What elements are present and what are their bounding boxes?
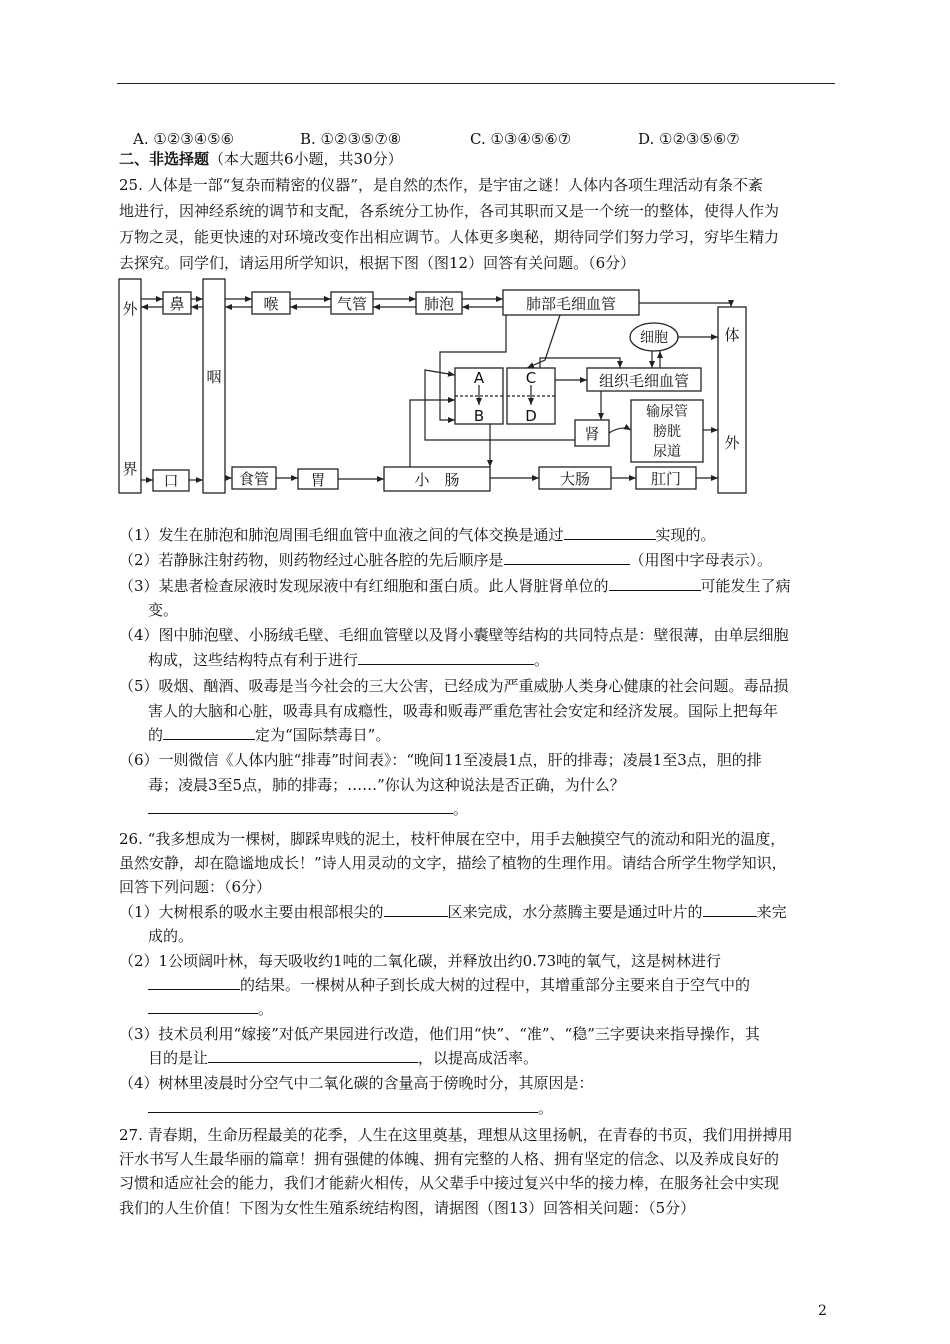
label-chamber-d: D xyxy=(525,407,537,425)
label-small-intestine: 小 肠 xyxy=(414,471,460,489)
option-c: C. ①③④⑤⑥⑦ xyxy=(470,130,572,148)
q25-s5-blank[interactable] xyxy=(163,724,255,740)
label-stomach: 胃 xyxy=(310,471,326,489)
q27-intro-line-3: 习惯和适应社会的能力，我们才能薪火相传，从父辈手中接过复兴中华的接力棒，在服务社会中实现 xyxy=(119,1174,780,1192)
q25-s5-text-end: 定为“国际禁毒日”。 xyxy=(255,726,391,744)
label-cells: 细胞 xyxy=(640,330,668,346)
q26-s3-line-2 xyxy=(148,1047,538,1069)
q25-s1-text-end: 实现的。 xyxy=(655,526,716,544)
page-number: 2 xyxy=(818,1303,827,1319)
q27-intro-line-4: 我们的人生价值！下图为女性生殖系统结构图，请据图（图13）回答相关问题：（5分） xyxy=(119,1199,696,1217)
q25-s5-line-2: 害人的大脑和心脏，吸毒具有成瘾性，吸毒和贩毒严重危害社会安定和经济发展。国际上把每年 xyxy=(148,702,779,720)
q25-s4-blank[interactable] xyxy=(358,649,534,665)
label-chamber-c: C xyxy=(525,369,537,387)
label-larynx: 喉 xyxy=(263,295,279,313)
q25-s3 xyxy=(119,575,791,597)
label-ureter: 输尿管 xyxy=(646,404,688,420)
q25-s3-cont: 变。 xyxy=(148,601,179,619)
label-alveoli: 肺泡 xyxy=(423,295,455,313)
q25-s6-line-3 xyxy=(148,798,468,820)
q25-s2 xyxy=(119,549,772,571)
label-lung-capillaries: 肺部毛细血管 xyxy=(525,295,617,313)
label-outside-bottom: 界 xyxy=(122,460,138,478)
q26-s2-blank-1[interactable] xyxy=(148,974,240,990)
q26-s2-line-1: （2）1公顷阔叶林，每天吸收约1吨的二氧化碳，并释放出约0.73吨的氧气，这是树林进行 xyxy=(119,952,722,970)
q26-s1 xyxy=(119,901,787,923)
label-outside-top: 外 xyxy=(122,300,138,318)
q26-s1-cont: 成的。 xyxy=(148,927,194,945)
label-body-bottom: 外 xyxy=(724,434,740,452)
q25-s3-text: （3）某患者检查尿液时发现尿液中有红细胞和蛋白质。此人肾脏肾单位的 xyxy=(119,577,609,595)
body-systems-diagram xyxy=(0,0,950,500)
q26-s4-line-2 xyxy=(148,1097,553,1119)
q25-s6-line-1: （6）一则微信《人体内脏“排毒”时间表》：“晚间11至凌晨1点，肝的排毒；凌晨1至3点，胆的排 xyxy=(119,751,762,769)
q27-intro-line-1: 27. 青春期，生命历程最美的花季，人生在这里奠基，理想从这里扬帆，在青春的书页，我们用拼搏用 xyxy=(119,1126,793,1144)
q26-s4-end: 。 xyxy=(538,1099,554,1117)
label-trachea: 气管 xyxy=(336,295,368,313)
label-pharynx: 咽 xyxy=(206,368,222,386)
label-kidney: 肾 xyxy=(584,425,600,443)
q26-s3-blank[interactable] xyxy=(208,1047,418,1063)
label-chamber-a: A xyxy=(473,369,485,387)
q26-s2-text: 的结果。一棵树从种子到长成大树的过程中，其增重部分主要来自于空气中的 xyxy=(240,976,751,994)
q26-s2-line-2 xyxy=(148,974,750,996)
q25-s3-text-end: 可能发生了病 xyxy=(700,577,791,595)
q25-intro-line-4: 去探究。同学们，请运用所学知识，根据下图（图12）回答有关问题。（6分） xyxy=(119,254,636,272)
q26-s3-text: 目的是让 xyxy=(148,1049,209,1067)
label-bladder: 膀胱 xyxy=(653,424,681,440)
q26-intro-line-2: 虽然安静，却在隐谧地成长！”诗人用灵动的文字，描绘了植物的生理作用。请结合所学生物学知识， xyxy=(119,854,787,872)
q26-s1-text: （1）大树根系的吸水主要由根部根尖的 xyxy=(119,903,384,921)
label-mouth: 口 xyxy=(163,472,179,490)
q26-s2-line-3 xyxy=(148,998,273,1020)
q25-s2-blank[interactable] xyxy=(504,549,630,565)
q25-s6-line-2: 毒；凌晨3至5点，肺的排毒；……”你认为这种说法是否正确，为什么？ xyxy=(148,776,625,794)
label-body-top: 体 xyxy=(724,326,740,344)
option-a: A. ①②③④⑤⑥ xyxy=(133,130,235,148)
q26-intro-line-3: 回答下列问题：（6分） xyxy=(119,878,272,896)
q26-s1-text-mid: 区来完成，水分蒸腾主要是通过叶片的 xyxy=(447,903,703,921)
q25-s1-blank[interactable] xyxy=(564,524,656,540)
label-tissue-capillaries: 组织毛细血管 xyxy=(598,372,690,390)
section-note: （本大题共6小题，共30分） xyxy=(209,150,403,168)
q26-s1-blank-1[interactable] xyxy=(384,901,448,917)
label-urethra: 尿道 xyxy=(653,444,681,460)
q26-s4-blank[interactable] xyxy=(148,1097,538,1113)
q25-s6-end: 。 xyxy=(453,800,469,818)
q25-s4-end: 。 xyxy=(534,651,550,669)
q27-intro-line-2: 汗水书写人生最华丽的篇章！拥有强健的体魄、拥有完整的人格、拥有坚定的信念、以及养成良好的 xyxy=(119,1150,780,1168)
section-title: 二、非选择题 xyxy=(119,150,210,168)
q25-s5-text: 的 xyxy=(148,726,164,744)
pharynx-box xyxy=(203,279,225,493)
q26-intro-line-1: 26. “我多想成为一棵树，脚踩卑贱的泥土，枝杆伸展在空中，用手去触摸空气的流动和阳光的温度， xyxy=(119,830,786,848)
q26-s3-line-1: （3）技术员利用“嫁接”对低产果园进行改造，他们用“快”、“准”、“稳”三字要诀来指导操作，其 xyxy=(119,1025,760,1043)
q26-s1-text-end: 来完 xyxy=(756,903,787,921)
q26-s2-blank-2[interactable] xyxy=(148,998,258,1014)
option-b: B. ①②③⑤⑦⑧ xyxy=(300,130,402,148)
q26-s4-line-1: （4）树林里凌晨时分空气中二氧化碳的含量高于傍晚时分，其原因是： xyxy=(119,1074,594,1092)
label-chamber-b: B xyxy=(473,407,485,425)
q26-s1-blank-2[interactable] xyxy=(703,901,757,917)
label-esophagus: 食管 xyxy=(238,470,270,488)
label-nose: 鼻 xyxy=(169,295,185,313)
q25-s1 xyxy=(119,524,716,546)
q25-intro-line-3: 万物之灵，能更快速的对环境改变作出相应调节。人体更多奥秘，期待同学们努力学习，穷毕生精力 xyxy=(119,228,780,246)
q25-s4-line-2 xyxy=(148,649,549,671)
q25-intro-line-2: 地进行，因神经系统的调节和支配，各系统分工协作，各司其职而又是一个统一的整体，使得人作为 xyxy=(119,202,780,220)
q26-s3-text-end: ，以提高成活率。 xyxy=(418,1049,539,1067)
q25-s5-line-3 xyxy=(148,724,390,746)
q25-s4-text: 构成，这些结构特点有利于进行 xyxy=(148,651,359,669)
q25-s3-blank[interactable] xyxy=(609,575,701,591)
q25-s6-blank[interactable] xyxy=(148,798,453,814)
option-d: D. ①②③⑤⑥⑦ xyxy=(638,130,740,148)
q25-s2-text: （2）若静脉注射药物，则药物经过心脏各腔的先后顺序是 xyxy=(119,551,504,569)
label-large-intestine: 大肠 xyxy=(559,470,591,488)
q25-s4-line-1: （4）图中肺泡壁、小肠绒毛壁、毛细血管壁以及肾小囊壁等结构的共同特点是：壁很薄，由单层细胞 xyxy=(119,626,789,644)
q25-s5-line-1: （5）吸烟、酗酒、吸毒是当今社会的三大公害，已经成为严重威胁人类身心健康的社会问题。毒品损 xyxy=(119,677,789,695)
q26-s2-end: 。 xyxy=(258,1000,274,1018)
label-anus: 肛门 xyxy=(650,470,682,488)
q25-s1-text: （1）发生在肺泡和肺泡周围毛细血管中血液之间的气体交换是通过 xyxy=(119,526,564,544)
q25-s2-text-end: （用图中字母表示）。 xyxy=(629,551,773,569)
q25-intro-line-1: 25. 人体是一部“复杂而精密的仪器”，是自然的杰作，是宇宙之谜！人体内各项生理活动有条不紊 xyxy=(119,176,763,194)
